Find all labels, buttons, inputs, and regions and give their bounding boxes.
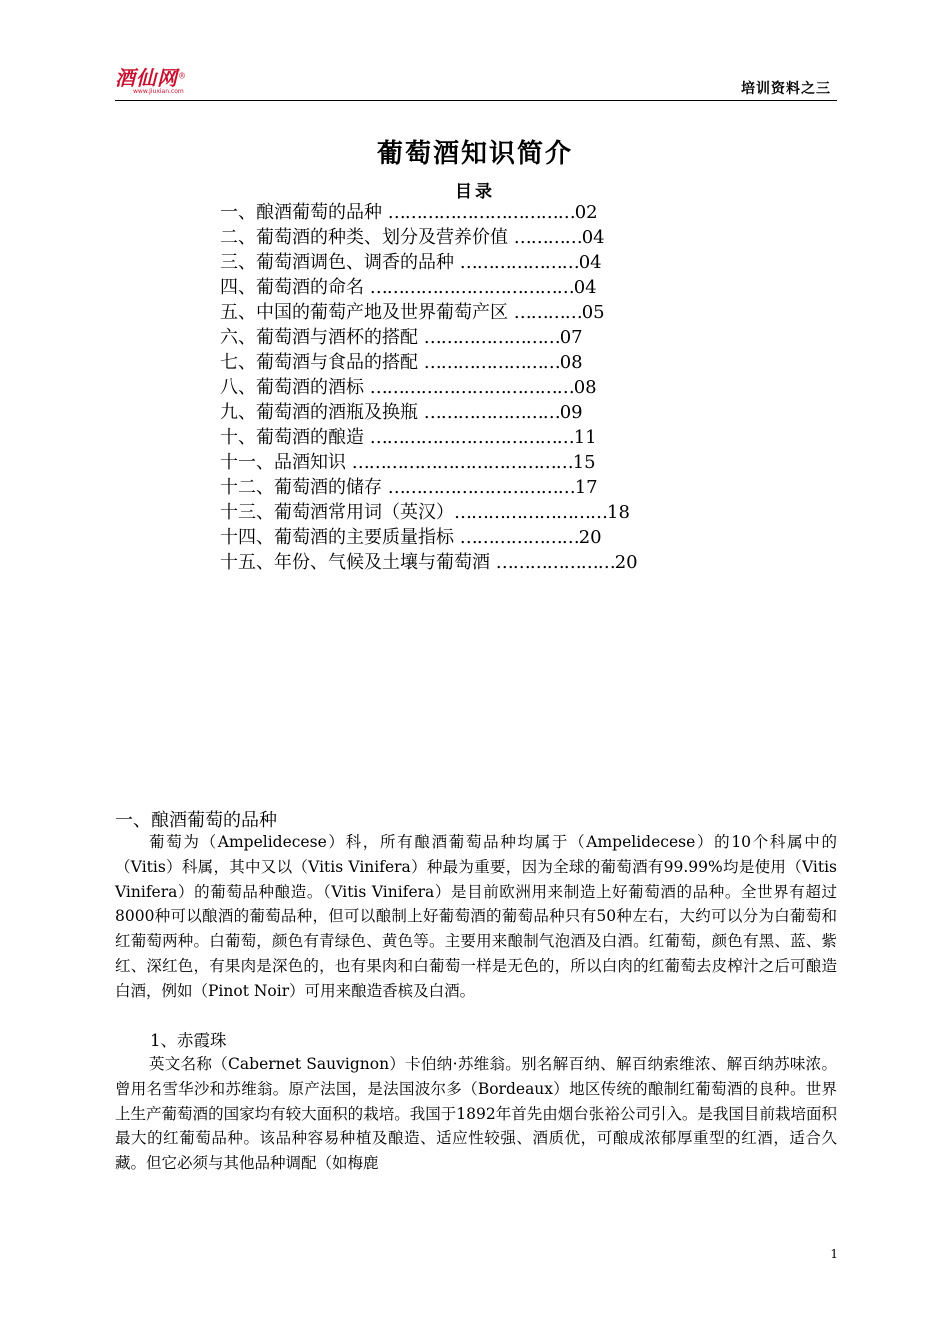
toc-item-page: 04: [581, 227, 605, 248]
logo-url: www.Jiuxian.com: [133, 88, 184, 95]
logo-registered-mark: ®: [178, 71, 186, 81]
toc-item-dots: …………………: [459, 252, 579, 273]
toc-item-page: 04: [578, 252, 602, 273]
logo: [115, 62, 186, 95]
toc-item-dots: …………: [513, 302, 582, 323]
page-header: [115, 60, 837, 101]
body-paragraph: 葡萄为（Ampelidecese）科，所有酿酒葡萄品种均属于（Ampelidecese）的10个科属中的（Vitis）科属，其中又以（Vitis Vinifera）种最为重要，因为全球的葡萄酒有99.99%均是使用（Vitis Vinifera）的葡萄品种酿造。（Vitis Vinifera）是目前欧洲用来制造上好葡萄酒的品种。全世界有超过8000种可以酿酒的葡萄品种，但可以酿制上好葡萄酒的葡萄品种只有50种左右，大约可以分为白葡萄和红葡萄两种。白葡萄，颜色有青绿色、黄色等。主要用来酿制气泡酒及白酒。红葡萄，颜色有黑、蓝、紫红、深红色，有果肉是深色的，也有果肉和白葡萄一样是无色的，所以白肉的红葡萄去皮榨汁之后可酿造白酒，例如（Pinot Noir）可用来酿造香槟及白酒。: [115, 833, 837, 1000]
toc-item-page: 08: [573, 377, 597, 398]
toc-item-page: 17: [574, 477, 598, 498]
toc-item[interactable]: [220, 275, 720, 300]
toc-item-label: 六、葡萄酒与酒杯的搭配: [220, 327, 424, 348]
toc-item[interactable]: [220, 200, 720, 225]
page-title: 葡萄酒知识简介: [376, 139, 573, 169]
toc-item-page: 09: [559, 402, 583, 423]
toc-item-page: 04: [573, 277, 597, 298]
toc-item[interactable]: [220, 500, 720, 525]
toc-item-label: 十三、葡萄酒常用词（英汉）: [220, 502, 454, 523]
toc-item[interactable]: [220, 425, 720, 450]
toc-item-page: 18: [607, 502, 630, 523]
toc-item-dots: ………………………………: [369, 277, 574, 298]
toc-item-label: 十一、品酒知识: [220, 452, 352, 473]
toc-item-page: 11: [573, 427, 597, 448]
toc-item-page: 20: [578, 527, 602, 548]
toc-item-page: 02: [574, 202, 598, 223]
sub-heading: 1、赤霞珠: [150, 1031, 227, 1050]
toc-item-label: 十五、年份、气候及土壤与葡萄酒: [220, 552, 496, 573]
page-number: 1: [830, 1247, 838, 1261]
toc-item-page: 05: [581, 302, 605, 323]
toc-item[interactable]: [220, 250, 720, 275]
toc-item-page: 08: [559, 352, 583, 373]
toc-item[interactable]: [220, 300, 720, 325]
toc-item-label: 三、葡萄酒调色、调香的品种: [220, 252, 460, 273]
toc-item[interactable]: [220, 550, 720, 575]
toc-heading: 目录: [455, 182, 495, 202]
toc-item[interactable]: [220, 325, 720, 350]
toc-item-dots: ………………………………: [369, 427, 574, 448]
toc-item-dots: ………………………: [454, 502, 607, 523]
toc-item-dots: ……………………………: [387, 477, 575, 498]
section-heading: 一、酿酒葡萄的品种: [115, 810, 277, 831]
toc-item[interactable]: [220, 525, 720, 550]
toc-item-page: 15: [572, 452, 596, 473]
toc-item-dots: …………: [513, 227, 582, 248]
table-of-contents: [220, 200, 720, 575]
logo-text: 酒仙网: [115, 66, 178, 90]
toc-item[interactable]: [220, 475, 720, 500]
toc-item-dots: …………………: [495, 552, 615, 573]
toc-item-dots: ……………………: [423, 402, 560, 423]
toc-item-label: 一、酿酒葡萄的品种: [220, 202, 388, 223]
toc-item[interactable]: [220, 450, 720, 475]
toc-item[interactable]: [220, 350, 720, 375]
toc-item-label: 八、葡萄酒的酒标: [220, 377, 370, 398]
toc-item[interactable]: [220, 225, 720, 250]
toc-item[interactable]: [220, 400, 720, 425]
toc-item-dots: …………………: [459, 527, 579, 548]
toc-item-label: 九、葡萄酒的酒瓶及换瓶: [220, 402, 424, 423]
toc-item-dots: …………………………………: [351, 452, 573, 473]
toc-item-dots: ……………………: [423, 352, 560, 373]
toc-item-page: 07: [559, 327, 583, 348]
toc-item-label: 十四、葡萄酒的主要质量指标: [220, 527, 460, 548]
toc-item-label: 二、葡萄酒的种类、划分及营养价值: [220, 227, 514, 248]
toc-item[interactable]: [220, 375, 720, 400]
toc-item-dots: ……………………………: [387, 202, 575, 223]
toc-item-dots: ……………………: [423, 327, 560, 348]
document-series-label: 培训资料之三: [741, 81, 831, 97]
body-paragraph: 英文名称（Cabernet Sauvignon）卡伯纳·苏维翁。别名解百纳、解百纳索维浓、解百纳苏味浓。曾用名雪华沙和苏维翁。原产法国，是法国波尔多（Bordeaux）地区传统的酿制红葡萄酒的良种。世界上生产葡萄酒的国家均有较大面积的栽培。我国于1892年首先由烟台张裕公司引入。是我国目前栽培面积最大的红葡萄品种。该品种容易种植及酿造、适应性较强、酒质优，可酿成浓郁厚重型的红酒，适合久藏。但它必须与其他品种调配（如梅鹿: [115, 1055, 837, 1173]
toc-item-label: 七、葡萄酒与食品的搭配: [220, 352, 424, 373]
toc-item-page: 20: [614, 552, 638, 573]
toc-item-label: 四、葡萄酒的命名: [220, 277, 370, 298]
toc-item-label: 十、葡萄酒的酿造: [220, 427, 370, 448]
toc-item-label: 十二、葡萄酒的储存: [220, 477, 388, 498]
toc-item-label: 五、中国的葡萄产地及世界葡萄产区: [220, 302, 514, 323]
toc-item-dots: ………………………………: [369, 377, 574, 398]
